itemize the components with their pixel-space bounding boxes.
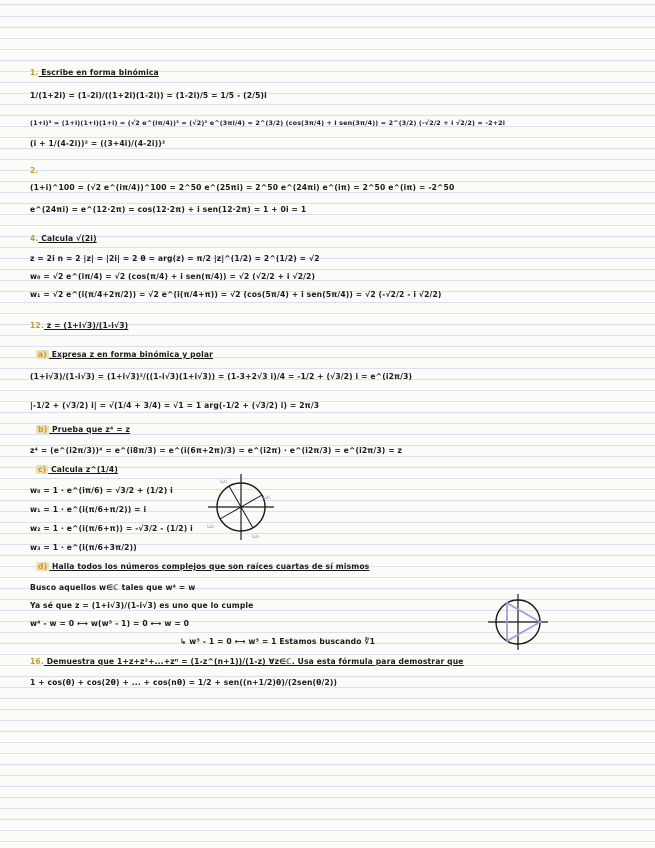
root-label: ω₁ xyxy=(220,478,228,485)
exercise-heading xyxy=(30,657,464,667)
math-line: (1+i√3)/(1-i√3) = (1+i√3)²/((1-i√3)(1+i√3)) = (1-3+2√3 i)/4 = -1/2 + (√3/2) i = e^(i2π/3) xyxy=(30,372,413,381)
exercise-number: d) xyxy=(38,562,48,571)
exercise-statement: Escribe en forma binómica xyxy=(38,68,159,77)
roots-circle-diagram xyxy=(206,472,276,542)
exercise-number: b) xyxy=(38,425,48,434)
math-line: (1+i)^100 = (√2 e^(iπ/4))^100 = 2^50 e^(25πi) = 2^50 e^(24πi) e^(iπ) = 2^50 e^(iπ) = -2^50 xyxy=(30,183,455,192)
math-line: 1/(1+2i) = (1-2i)/((1+2i)(1-2i)) = (1-2i)/5 = 1/5 - (2/5)i xyxy=(30,91,267,100)
math-line: |-1/2 + (√3/2) i| = √(1/4 + 3/4) = √1 = 1 arg(-1/2 + (√3/2) i) = 2π/3 xyxy=(30,401,320,410)
exercise-heading xyxy=(36,425,130,435)
math-line: e^(24πi) = e^(12·2π) = cos(12·2π) + i sen(12·2π) = 1 + 0i = 1 xyxy=(30,205,307,214)
exercise-heading xyxy=(30,166,38,176)
exercise-heading xyxy=(36,562,369,572)
exercise-number: 4. xyxy=(30,234,39,243)
root-label: ω₃ xyxy=(252,533,260,540)
exercise-number: a) xyxy=(38,350,47,359)
math-line: Ya sé que z = (1+i√3)/(1-i√3) es uno que lo cumple xyxy=(30,601,254,610)
math-line: 1 + cos(θ) + cos(2θ) + ... + cos(nθ) = 1/2 + sen((n+1/2)θ)/(2sen(θ/2)) xyxy=(30,678,338,687)
math-line: w⁴ - w = 0 ⟷ w(w³ - 1) = 0 ⟷ w = 0 xyxy=(30,619,190,628)
math-line: w₂ = 1 · e^(i(π/6+π)) = -√3/2 - (1/2) i xyxy=(30,524,193,533)
exercise-number: c) xyxy=(38,465,47,474)
root-label: ω₀ xyxy=(263,494,271,501)
exercise-number: 16. xyxy=(30,657,44,666)
cube-roots-diagram xyxy=(486,592,550,652)
exercise-statement: Calcula √(2i) xyxy=(38,234,97,243)
exercise-heading xyxy=(36,465,118,475)
math-line: (1+i)³ = (1+i)(1+i)(1+i) = (√2 e^(iπ/4))³ = (√2)³ e^(3πi/4) = 2^(3/2) (cos(3π/4) + i sen(3π/4)) = 2^(3/2) (-√2/2 + i √2/2) = -2+2i xyxy=(30,119,506,127)
exercise-statement: Calcula z^(1/4) xyxy=(48,465,118,474)
exercise-heading xyxy=(30,234,97,244)
exercise-statement: Demuestra que 1+z+z²+...+zⁿ = (1-z^(n+1))/(1-z) ∀z∈ℂ. Usa esta fórmula para demostrar que xyxy=(43,657,464,666)
math-line: z⁴ = (e^(i2π/3))⁴ = e^(i8π/3) = e^(i(6π+2π)/3) = e^(i2π) · e^(i2π/3) = e^(i2π/3) = z xyxy=(30,446,403,455)
exercise-number: 2. xyxy=(30,166,39,175)
math-line: w₁ = 1 · e^(i(π/6+π/2)) = i xyxy=(30,505,147,514)
exercise-number: 12. xyxy=(30,321,44,330)
exercise-statement: Prueba que z⁴ = z xyxy=(49,425,131,434)
math-line: Busco aquellos w∈ℂ tales que w⁴ = w xyxy=(30,583,196,592)
exercise-statement: Halla todos los números complejos que son raíces cuartas de sí mismos xyxy=(49,562,370,571)
math-line: z = 2i n = 2 |z| = |2i| = 2 θ = arg(z) = π/2 |z|^(1/2) = 2^(1/2) = √2 xyxy=(30,254,320,263)
math-line: ↳ w³ - 1 = 0 ⟷ w³ = 1 Estamos buscando ∛1 xyxy=(180,637,376,646)
exercise-heading xyxy=(30,321,128,331)
exercise-number: 1. xyxy=(30,68,39,77)
exercise-statement: Expresa z en forma binómica y polar xyxy=(48,350,214,359)
math-line: w₀ = √2 e^(iπ/4) = √2 (cos(π/4) + i sen(π/4)) = √2 (√2/2 + i √2/2) xyxy=(30,272,316,281)
exercise-heading xyxy=(36,350,213,360)
exercise-heading xyxy=(30,68,159,78)
math-line: (i + 1/(4-2i))² = ((3+4i)/(4-2i))² xyxy=(30,139,166,148)
math-line: w₃ = 1 · e^(i(π/6+3π/2)) xyxy=(30,543,137,552)
math-line: w₀ = 1 · e^(iπ/6) = √3/2 + (1/2) i xyxy=(30,486,173,495)
math-line: w₁ = √2 e^(i(π/4+2π/2)) = √2 e^(i(π/4+π)) = √2 (cos(5π/4) + i sen(5π/4)) = √2 (-√2/2 - i √2/2) xyxy=(30,290,442,299)
root-label: ω₂ xyxy=(207,523,215,530)
exercise-statement: z = (1+i√3)/(1-i√3) xyxy=(43,321,129,330)
